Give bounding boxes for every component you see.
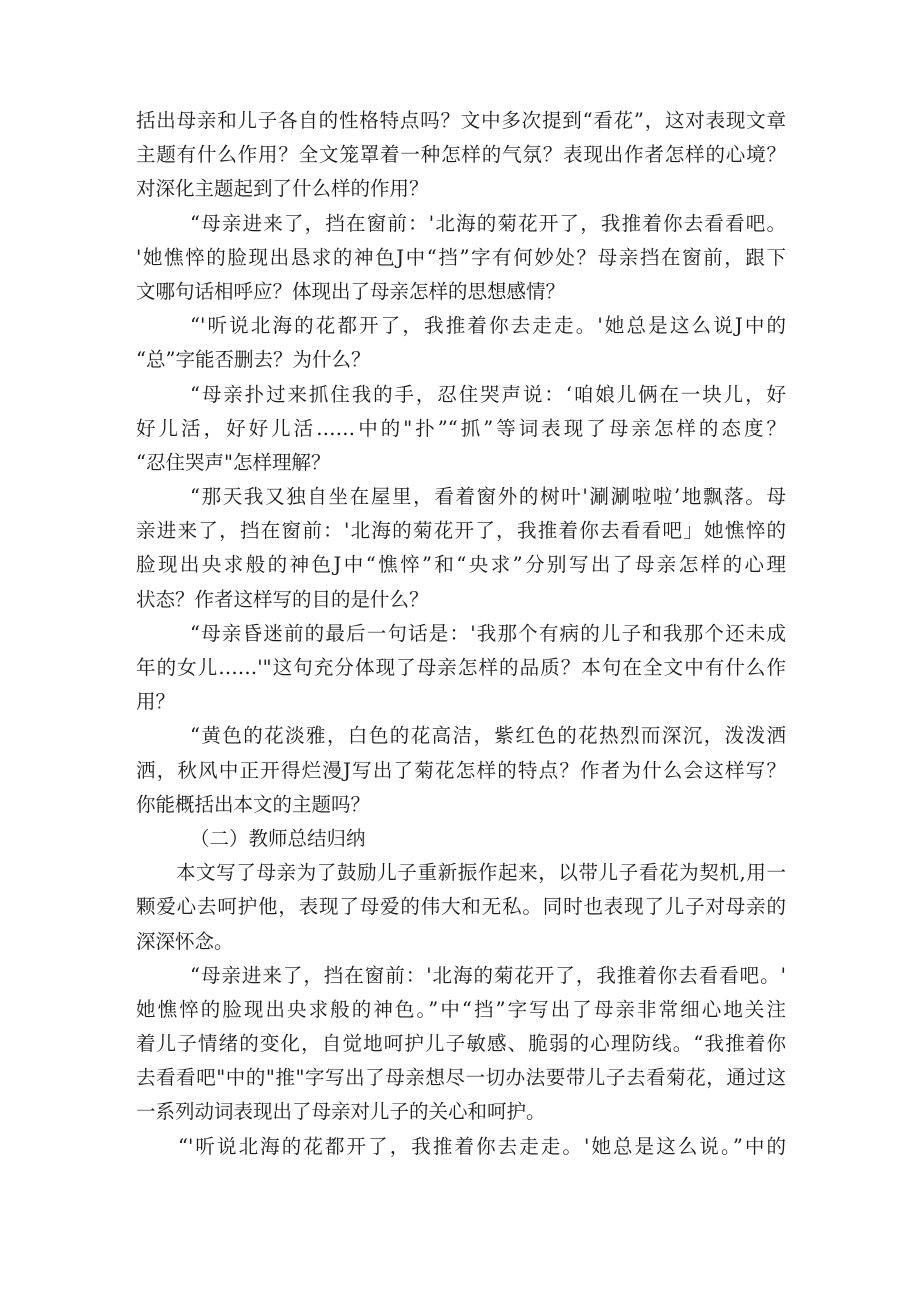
text-line: '她憔悴的脸现出恳求的神色J中“挡”字有何妙处？母亲挡在窗前，跟下 (136, 245, 786, 269)
text-line: “那天我又独自坐在屋里，看着窗外的树叶'涮涮啦啦’地飘落。母 (190, 485, 786, 509)
text-line: 去看看吧"中的"推"字写出了母亲想尽一切办法要带儿子去看菊花，通过这 (136, 1066, 786, 1090)
text-line: 文哪句话相呼应？体现出了母亲怎样的思想感情？ (136, 279, 566, 303)
text-line: 年的女儿……'"这句充分体现了母亲怎样的品质？本句在全文中有什么作 (136, 656, 786, 679)
text-line: 你能概括出本文的主题吗？ (136, 792, 371, 816)
text-line: 好儿活，好好儿活……中的"扑”“抓”等词表现了母亲怎样的态度？ (136, 416, 786, 440)
text-line: 深深怀念。 (136, 929, 234, 953)
text-line: “母亲进来了，挡在窗前：'北海的菊花开了，我推着你去看看吧。' (190, 963, 786, 987)
text-line: 对深化主题起到了什么样的作用？ (136, 177, 429, 201)
text-line: “'听说北海的花都开了，我推着你去走走。'她总是这么说J中的 (190, 314, 786, 338)
text-line: “'听说北海的花都开了，我推着你去走走。'她总是这么说。”中的 (178, 1134, 786, 1158)
text-line: 着儿子情绪的变化，自觉地呵护儿子敏感、脆弱的心理防线。“我推着你 (136, 1032, 786, 1056)
document-body (136, 104, 786, 1164)
text-line: 一系列动词表现出了母亲对儿子的关心和呵护。 (136, 1100, 546, 1124)
text-line: “母亲进来了，挡在窗前：'北海的菊花开了，我推着你去看看吧。 (190, 211, 786, 235)
text-line: 主题有什么作用？全文笼罩着一种怎样的气氛？表现出作者怎样的心境？ (136, 143, 786, 167)
text-line: 她憔悴的脸现出央求般的神色。”中“挡”字写出了母亲非常细心地关注 (136, 997, 786, 1021)
text-line: “母亲扑过来抓住我的手，忍住哭声说：‘咱娘儿俩在一块儿，好 (190, 382, 786, 406)
text-line: 亲进来了，挡在窗前：'北海的菊花开了，我推着你去看看吧」她憔悴的 (136, 519, 786, 543)
text-line: 状态？作者这样写的目的是什么？ (136, 587, 429, 611)
text-line: “忍住哭声"怎样理解？ (136, 450, 331, 474)
section-heading: （二）教师总结归纳 (190, 826, 366, 850)
text-line: 脸现出央求般的神色J中“憔悴”和“央求”分别写出了母亲怎样的心理 (136, 553, 786, 577)
text-line: “黄色的花淡雅，白色的花高洁，紫红色的花热烈而深沉，泼泼洒 (190, 724, 786, 748)
text-line: “总”字能否删去？为什么？ (136, 348, 371, 372)
text-line: 括出母亲和儿子各自的性格特点吗？文中多次提到“看花”，这对表现文章 (136, 109, 786, 132)
text-line: 用？ (136, 690, 176, 714)
text-line: 本文写了母亲为了鼓励儿子重新振作起来，以带儿子看花为契机,用一 (176, 861, 786, 885)
text-line: 颗爱心去呵护他，表现了母爱的伟大和无私。同时也表现了儿子对母亲的 (136, 895, 786, 919)
text-line: 洒，秋风中正开得烂漫J写出了菊花怎样的特点？作者为什么会这样写？ (136, 758, 786, 782)
text-line: “母亲昏迷前的最后一句话是：'我那个有病的儿子和我那个还未成 (190, 621, 786, 645)
